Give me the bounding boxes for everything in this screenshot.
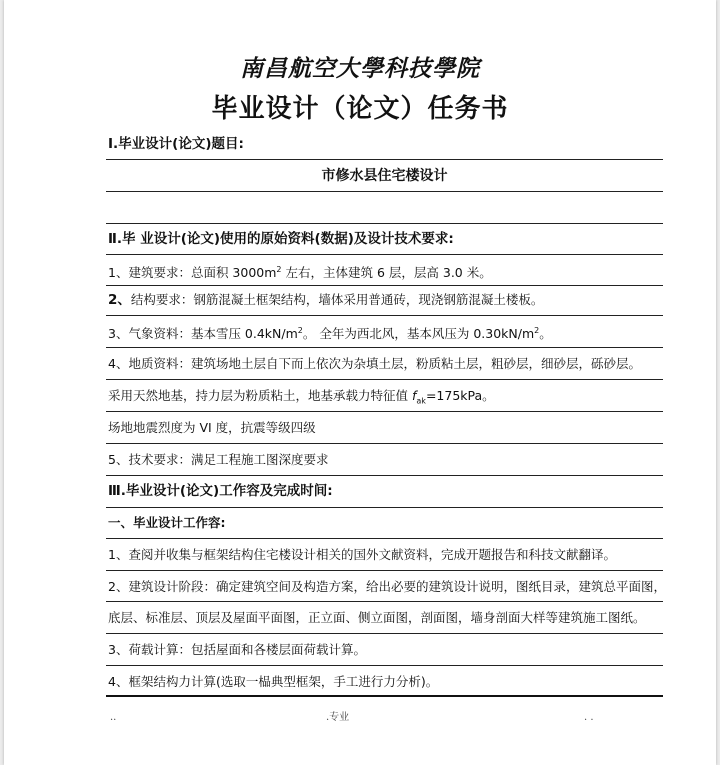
divider <box>106 633 663 634</box>
requirement-item-2-number: 2、 <box>108 292 131 308</box>
divider <box>106 695 663 697</box>
footer-right: . . <box>584 712 594 723</box>
requirement-item-2-text: 结构要求：钢筋混凝土框架结构，墙体采用普通砖，现浇钢筋混凝土楼板。 <box>130 292 544 307</box>
divider <box>106 285 663 286</box>
divider <box>106 315 663 316</box>
superscript: 2 <box>534 326 540 335</box>
section1-heading: Ⅰ.毕业设计(论文)题目: <box>108 136 244 152</box>
requirement-item-3-text-end: 。 <box>539 326 552 342</box>
divider <box>106 159 663 160</box>
foundation-text-end: =175kPa。 <box>425 388 495 403</box>
divider <box>106 411 663 412</box>
footer-left: .. <box>110 712 117 723</box>
superscript: 2 <box>297 326 303 335</box>
requirement-item-5: 5、技术要求：满足工程施工图深度要求 <box>108 452 329 467</box>
work-item-2b: 底层、标准层、顶层及屋面平面图，正立面、侧立面图，剖面图，墙身剖面大样等建筑施工图纸。 <box>108 610 646 625</box>
divider <box>106 538 663 539</box>
requirement-item-2 <box>108 292 664 308</box>
divider <box>106 665 663 666</box>
requirement-item-3 <box>108 323 664 342</box>
work-item-3: 3、荷载计算：包括屋面和各楼层面荷载计算。 <box>108 642 366 657</box>
document-page <box>4 0 716 765</box>
thesis-topic: 市修水县住宅楼设计 <box>321 168 448 184</box>
requirement-item-3-text-mid: 。 全年为西北风，基本风压为 0.30kN/m <box>302 326 535 342</box>
requirement-item-3-text: 3、气象资料：基本雪压 0.4kN/m <box>108 326 298 342</box>
work-content-subheading: 一、毕业设计工作容: <box>108 515 226 530</box>
school-name: 南昌航空大學科技學院 <box>240 55 480 82</box>
divider <box>106 475 663 476</box>
work-item-1: 1、查阅并收集与框架结构住宅楼设计相关的国外文献资料，完成开题报告和科技文献翻译。 <box>108 547 616 562</box>
subscript: ak <box>416 396 426 406</box>
requirement-item-1-text-end: 左右，主体建筑 6 层，层高 3.0 米。 <box>281 265 492 281</box>
divider <box>106 507 663 508</box>
requirement-item-4: 4、地质资料：建筑场地土层自下而上依次为杂填土层，粉质粘土层，粗砂层，细砂层，砾砂层。 <box>108 356 641 371</box>
divider <box>106 443 663 444</box>
divider <box>106 601 663 602</box>
divider <box>106 223 663 224</box>
divider <box>106 570 663 571</box>
section3-heading: Ⅲ.毕业设计(论文)工作容及完成时间: <box>108 483 333 499</box>
document-title: 毕业设计（论文）任务书 <box>211 94 509 124</box>
requirement-item-1 <box>108 262 664 281</box>
footer-center: .专业 <box>326 712 350 723</box>
divider <box>106 254 663 255</box>
divider <box>106 379 663 380</box>
section2-heading: Ⅱ.毕 业设计(论文)使用的原始资料(数据)及设计技术要求: <box>108 231 454 247</box>
formula-symbol: f <box>411 388 417 403</box>
superscript: 2 <box>276 265 282 274</box>
work-item-2: 2、建筑设计阶段：确定建筑空间及构造方案，给出必要的建筑设计说明，图纸目录，建筑总平面图， <box>108 579 666 594</box>
foundation-text: 采用天然地基，持力层为粉质粘土，地基承载力特征值 <box>108 388 412 403</box>
work-item-4: 4、框架结构力计算(选取一榀典型框架，手工进行力分析)。 <box>108 674 439 689</box>
divider <box>106 191 663 192</box>
requirement-item-4c: 场地地震烈度为 VI 度，抗震等级四级 <box>108 420 316 435</box>
requirement-item-4b <box>108 388 664 410</box>
divider <box>106 347 663 348</box>
requirement-item-1-text: 1、建筑要求：总面积 3000m <box>108 265 277 281</box>
